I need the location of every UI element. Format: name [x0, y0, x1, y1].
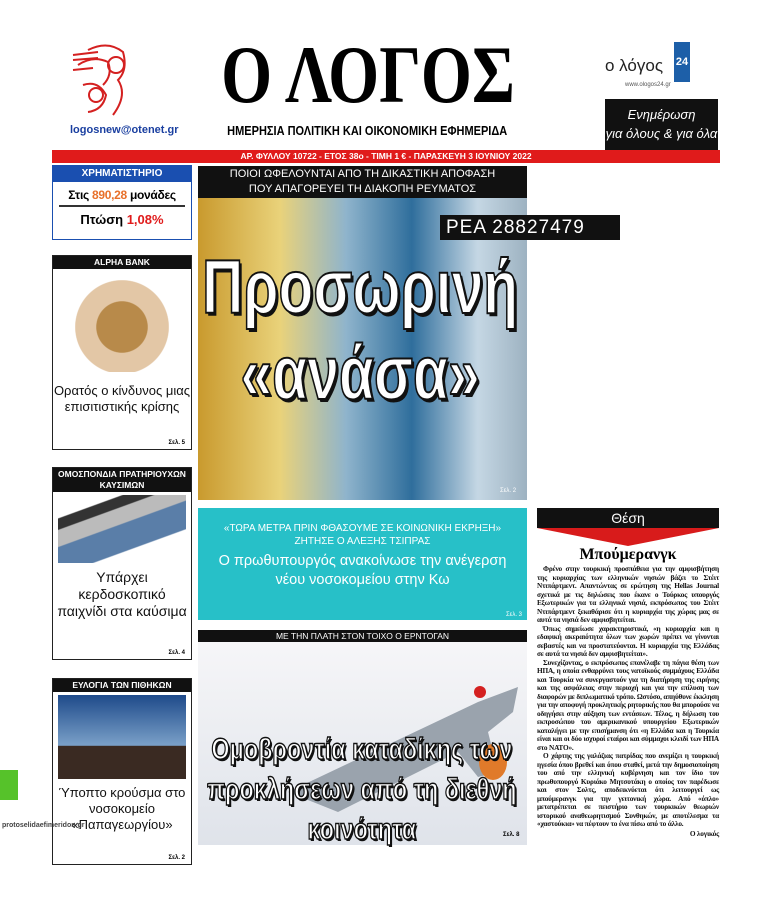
stock-drop-value: 1,08% [126, 212, 164, 227]
page-ref: Σελ. 8 [503, 832, 520, 838]
plane-headline[interactable]: Ομοβροντία καταδίκης των προκλήσεων από τη διεθνή κοινότητα [207, 733, 517, 846]
column-signature: Ο λογικός [689, 828, 719, 838]
motto-box [605, 99, 718, 151]
kicker-line: ΠΟΥ ΑΠΑΓΟΡΕΥΕΙ ΤΗ ΔΙΑΚΟΠΗ ΡΕΥΜΑΤΟΣ [248, 183, 477, 195]
column-paragraph: Όπως σημείωσε χαρακτηριστικά, «η κυριαρχία και η εδαφική ακεραιότητα όλων των χωρών πρέπει να γίνονται σεβαστές και να προστατεύονται. Η κυριαρχία της Ελλάδας σε αυτά τα νησιά δεν αμφισβητείται». [537, 623, 719, 658]
teal-story[interactable] [198, 508, 527, 620]
stock-change [53, 212, 191, 227]
story-label: ALPHA BANK [53, 256, 191, 269]
fuel-pump-photo [58, 495, 186, 563]
column-paragraph: Ο χάρτης της γαλάζιας πατρίδας που ανεμίζει η τουρκική ηγεσία όπου βρεθεί και όπου σταθεί, μετά την δημοσιοποίηση του από την ελληνική κυβέρνηση και τον ίδιο τον πρωθυπουργό Κυριάκο Μητσοτάκη ο οποίος τον παρέδωσε και στον Σολτς, αποδεικνύεται ότι λειτουργεί ως μπούμερανγκ για την γειτονική χώρα. Από «όπλο» μετατρέπεται σε πειστήριο των τουρκικών θεωριών ιστορικού αναθεωρητισμού Συνθηκών, με αποτέλεσμα τα «χαστούκια» να πέφτουν το ένα πίσω από το άλλο. [537, 751, 719, 828]
story-headline: Υπάρχει κερδοσκοπικό παιχνίδι στα καύσιμα [57, 569, 187, 619]
teal-kicker: «ΤΩΡΑ ΜΕΤΡΑ ΠΡΙΝ ΦΘΑΣΟΥΜΕ ΣΕ ΚΟΙΝΩΝΙΚΗ ΕΚΡΗΞΗ» [223, 523, 502, 534]
story-label: ΟΜΟΣΠΟΝΔΙΑ ΠΡΑΤΗΡΙΟΥΧΩΝ ΚΑΥΣΙΜΩΝ [53, 468, 191, 492]
kicker-line: ΠΟΙΟΙ ΩΦΕΛΟΥΝΤΑΙ ΑΠΟ ΤΗ ΔΙΚΑΣΤΙΚΗ ΑΠΟΦΑΣΗ [229, 168, 496, 180]
story-headline: Ορατός ο κίνδυνος μιας επισιτιστικής κρίσης [53, 383, 191, 414]
page-ref: Σελ. 4 [168, 650, 185, 656]
stock-label: ΧΡΗΜΑΤΙΣΤΗΡΙΟ [53, 166, 191, 182]
green-tab [0, 770, 18, 800]
sidebar-story[interactable] [52, 467, 192, 660]
main-headline[interactable] [200, 245, 520, 417]
newspaper-emblem-icon [68, 40, 148, 120]
main-kicker [198, 166, 527, 198]
hospital-photo [58, 695, 186, 779]
story-headline: Ύποπτο κρούσμα στο νοσοκομείο «Παπαγεωργίου» [58, 785, 186, 832]
web-url: www.ologos24.gr [625, 82, 671, 88]
issue-info-bar: ΑΡ. ΦΥΛΛΟΥ 10722 - ΕΤΟΣ 38ο - ΤΙΜΗ 1 € - ΠΑΡΑΣΚΕΥΗ 3 ΙΟΥΝΙΟΥ 2022 [52, 150, 720, 163]
column-label: Θέση [537, 508, 719, 528]
red-triangle [537, 528, 719, 546]
stock-market-box [52, 165, 192, 240]
stock-prefix: Στις [68, 188, 89, 202]
page-ref: Σελ. 2 [168, 855, 185, 861]
page-ref: Σελ. 3 [505, 612, 522, 618]
column-paragraph: Συνεχίζοντας, ο εκπρόσωπος επανέλαβε τη πάγια θέση των ΗΠΑ, η οποία ενθαρρύνει τους νατοϊκούς συμμάχους Ελλάδα και Τουρκία να συνεργαστούν για τη διατήρηση της ειρήνης και της ασφάλειας στην περιοχή και για την επίλυση των διαφορών με διπλωματικό τρόπο. Ωστόσο, απηύθυνε έκκληση για την αποφυγή προκλητικής ρητορικής που θα μπορούσε να οδηγήσει στην αύξηση των εντάσεων. Τέλος, η δήλωση του εκπροσώπου του αμερικανικού υπουργείου Εξωτερικών καταλήγει με την επισήμανση ότι «η Ελλάδα και η Τουρκία είναι και οι δύο ισχυροί εταίροι και σύμμαχοι κλειδί των ΗΠΑ στο ΝΑΤΟ». [537, 657, 720, 752]
headline-line: Προσωρινή [202, 245, 519, 330]
stock-suffix: μονάδες [129, 188, 176, 202]
masthead-logo: Ο ΛΟΓΟΣ [221, 29, 515, 120]
watermark: protoselidaefimeridon.gr [2, 822, 85, 829]
page-ref: Σελ. 5 [168, 440, 185, 446]
teal-headline: Ο πρωθυπουργός ανακοίνωσε την ανέγερση νέου νοσοκομείου στην Κω [218, 553, 507, 588]
column-title: Μπούμερανγκ [579, 546, 677, 563]
headline-line: «ανάσα» [240, 331, 480, 416]
web-brand: ο λόγος [605, 56, 664, 75]
page-ref: Σελ. 2 [500, 488, 517, 494]
stock-index [59, 188, 185, 207]
stock-drop-label: Πτώση [80, 212, 124, 227]
contact-email: logosnew@otenet.gr [70, 124, 179, 136]
stock-value: 890,28 [91, 188, 127, 202]
teal-kicker: ΖΗΤΗΣΕ Ο ΑΛΕΞΗΣ ΤΣΙΠΡΑΣ [294, 536, 431, 547]
motto-line: Ενημέρωση [627, 107, 696, 122]
meter-label: ΡΕΑ 28827479 [440, 215, 620, 240]
web-brand-number: 24 [674, 42, 690, 82]
sidebar-story[interactable] [52, 678, 192, 865]
column-body [537, 565, 719, 838]
story-label: ΕΥΛΟΓΙΑ ΤΩΝ ΠΙΘΗΚΩΝ [53, 679, 191, 692]
column-paragraph: Φρένο στην τουρκική προσπάθεια για την αμφισβήτηση της κυριαρχίας των ελληνικών νησιών βάζει το Στέιτ Ντιπάρτμεντ. Απαντώντας σε ερώτηση της Hellas Journal σχετικά με τις δηλώσεις που έκανε ο Τούρκος υπουργός Εξωτερικών για τα ελληνικά νησιά, εκπρόσωπος του Στέιτ Ντιπάρτμεντ ξεκαθάρισε ότι η κυριαρχία της χώρας μας σε αυτά τα νησιά δεν αμφισβητείται. [537, 564, 719, 624]
motto-line: για όλους & για όλα [605, 126, 718, 141]
masthead-subtitle: ΗΜΕΡΗΣΙΑ ΠΟΛΙΤΙΚΗ ΚΑΙ ΟΙΚΟΝΟΜΙΚΗ ΕΦΗΜΕΡΙΔΑ [227, 124, 508, 138]
grain-hands-photo [58, 272, 186, 372]
sidebar-story[interactable] [52, 255, 192, 450]
plane-kicker: ΜΕ ΤΗΝ ΠΛΑΤΗ ΣΤΟΝ ΤΟΙΧΟ Ο ΕΡΝΤΟΓΑΝ [198, 630, 527, 642]
